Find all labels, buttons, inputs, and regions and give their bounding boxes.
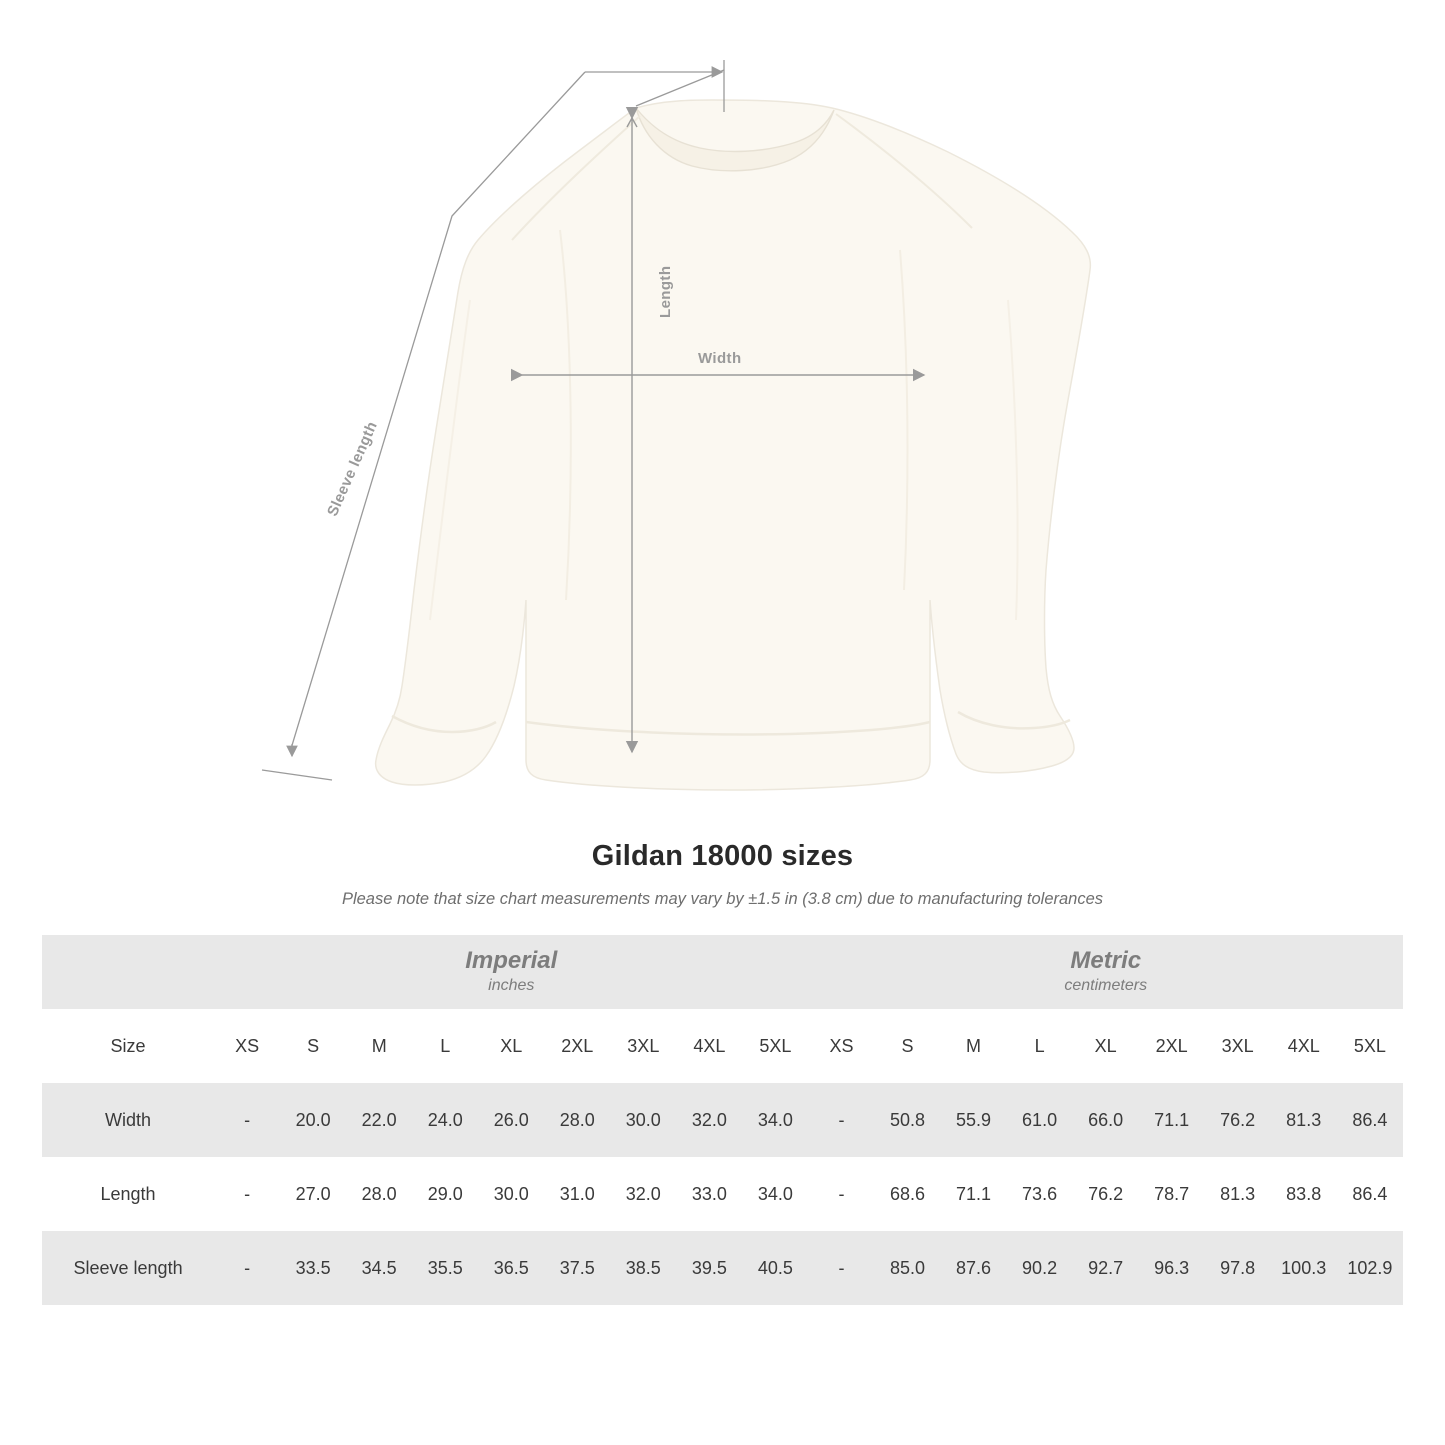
cell-width-metric-xl: 66.0	[1073, 1083, 1139, 1157]
cell-sleeve-imperial-3xl: 38.5	[610, 1231, 676, 1305]
row-label-sleeve-length: Sleeve length	[42, 1231, 214, 1305]
cell-sleeve-metric-5xl: 102.9	[1337, 1231, 1403, 1305]
cell-width-metric-2xl: 71.1	[1139, 1083, 1205, 1157]
imperial-unit-cell	[214, 935, 808, 1009]
header-imperial-5xl: 5XL	[742, 1009, 808, 1083]
header-size-label: Size	[42, 1009, 214, 1083]
size-table-wrap	[0, 935, 1445, 1305]
cell-length-imperial-l: 29.0	[412, 1157, 478, 1231]
table-header-row	[42, 1009, 1403, 1083]
cell-length-imperial-xs: -	[214, 1157, 280, 1231]
header-metric-l: L	[1007, 1009, 1073, 1083]
header-metric-3xl: 3XL	[1205, 1009, 1271, 1083]
row-label-length: Length	[42, 1157, 214, 1231]
cell-sleeve-metric-xl: 92.7	[1073, 1231, 1139, 1305]
tolerance-note: Please note that size chart measurements may vary by ±1.5 in (3.8 cm) due to manufacturing tolerances	[341, 890, 1104, 908]
cell-width-imperial-xs: -	[214, 1083, 280, 1157]
cell-length-metric-5xl: 86.4	[1337, 1157, 1403, 1231]
cell-width-imperial-4xl: 32.0	[676, 1083, 742, 1157]
cell-width-metric-m: 55.9	[941, 1083, 1007, 1157]
cell-length-imperial-3xl: 32.0	[610, 1157, 676, 1231]
cell-sleeve-metric-3xl: 97.8	[1205, 1231, 1271, 1305]
cell-sleeve-metric-2xl: 96.3	[1139, 1231, 1205, 1305]
cell-width-metric-4xl: 81.3	[1271, 1083, 1337, 1157]
imperial-unit-name: Imperial	[465, 947, 558, 974]
cell-length-metric-2xl: 78.7	[1139, 1157, 1205, 1231]
page-title: Gildan 18000 sizes	[591, 840, 854, 872]
units-row	[42, 935, 1403, 1009]
table-row	[42, 1231, 1403, 1305]
cell-width-metric-s: 50.8	[875, 1083, 941, 1157]
cell-width-imperial-m: 22.0	[346, 1083, 412, 1157]
title-block	[0, 840, 1445, 909]
cell-width-imperial-s: 20.0	[280, 1083, 346, 1157]
cell-sleeve-imperial-m: 34.5	[346, 1231, 412, 1305]
header-metric-2xl: 2XL	[1139, 1009, 1205, 1083]
units-spacer	[42, 935, 214, 1009]
metric-unit-cell	[808, 935, 1403, 1009]
header-metric-4xl: 4XL	[1271, 1009, 1337, 1083]
table-row	[42, 1083, 1403, 1157]
header-imperial-2xl: 2XL	[544, 1009, 610, 1083]
header-imperial-s: S	[280, 1009, 346, 1083]
cell-width-imperial-l: 24.0	[412, 1083, 478, 1157]
cell-length-metric-xl: 76.2	[1073, 1157, 1139, 1231]
cell-sleeve-imperial-xs: -	[214, 1231, 280, 1305]
cell-width-imperial-3xl: 30.0	[610, 1083, 676, 1157]
header-metric-s: S	[875, 1009, 941, 1083]
header-imperial-3xl: 3XL	[610, 1009, 676, 1083]
cell-length-imperial-4xl: 33.0	[676, 1157, 742, 1231]
cell-length-metric-s: 68.6	[875, 1157, 941, 1231]
cell-width-imperial-2xl: 28.0	[544, 1083, 610, 1157]
row-label-width: Width	[42, 1083, 214, 1157]
header-metric-m: M	[941, 1009, 1007, 1083]
cell-length-metric-m: 71.1	[941, 1157, 1007, 1231]
cell-width-metric-xs: -	[808, 1083, 874, 1157]
cell-sleeve-imperial-5xl: 40.5	[742, 1231, 808, 1305]
header-imperial-m: M	[346, 1009, 412, 1083]
cell-sleeve-metric-s: 85.0	[875, 1231, 941, 1305]
sweatshirt-shape	[376, 100, 1091, 790]
cell-width-imperial-5xl: 34.0	[742, 1083, 808, 1157]
header-imperial-xs: XS	[214, 1009, 280, 1083]
sleeve-length-label: Sleeve length	[324, 418, 381, 519]
cell-length-imperial-xl: 30.0	[478, 1157, 544, 1231]
cell-width-metric-5xl: 86.4	[1337, 1083, 1403, 1157]
cell-length-metric-3xl: 81.3	[1205, 1157, 1271, 1231]
header-imperial-xl: XL	[478, 1009, 544, 1083]
cell-length-imperial-s: 27.0	[280, 1157, 346, 1231]
cell-width-metric-l: 61.0	[1007, 1083, 1073, 1157]
cell-length-imperial-m: 28.0	[346, 1157, 412, 1231]
cell-length-metric-4xl: 83.8	[1271, 1157, 1337, 1231]
cell-sleeve-metric-l: 90.2	[1007, 1231, 1073, 1305]
header-metric-xl: XL	[1073, 1009, 1139, 1083]
cell-sleeve-imperial-l: 35.5	[412, 1231, 478, 1305]
metric-unit-name: Metric	[1070, 947, 1142, 974]
header-metric-xs: XS	[808, 1009, 874, 1083]
cell-sleeve-imperial-4xl: 39.5	[676, 1231, 742, 1305]
cell-sleeve-metric-m: 87.6	[941, 1231, 1007, 1305]
cell-sleeve-imperial-s: 33.5	[280, 1231, 346, 1305]
cell-length-metric-xs: -	[808, 1157, 874, 1231]
cell-sleeve-imperial-xl: 36.5	[478, 1231, 544, 1305]
width-label: Width	[698, 350, 742, 367]
size-table	[42, 935, 1403, 1305]
header-imperial-4xl: 4XL	[676, 1009, 742, 1083]
cell-sleeve-imperial-2xl: 37.5	[544, 1231, 610, 1305]
length-label: Length	[657, 265, 674, 318]
imperial-unit-sub: inches	[488, 976, 535, 994]
cell-length-imperial-5xl: 34.0	[742, 1157, 808, 1231]
header-imperial-l: L	[412, 1009, 478, 1083]
cell-width-imperial-xl: 26.0	[478, 1083, 544, 1157]
cell-sleeve-metric-4xl: 100.3	[1271, 1231, 1337, 1305]
header-metric-5xl: 5XL	[1337, 1009, 1403, 1083]
metric-unit-sub: centimeters	[1064, 976, 1148, 994]
table-row	[42, 1157, 1403, 1231]
cell-length-metric-l: 73.6	[1007, 1157, 1073, 1231]
cell-width-metric-3xl: 76.2	[1205, 1083, 1271, 1157]
cell-length-imperial-2xl: 31.0	[544, 1157, 610, 1231]
cell-sleeve-metric-xs: -	[808, 1231, 874, 1305]
